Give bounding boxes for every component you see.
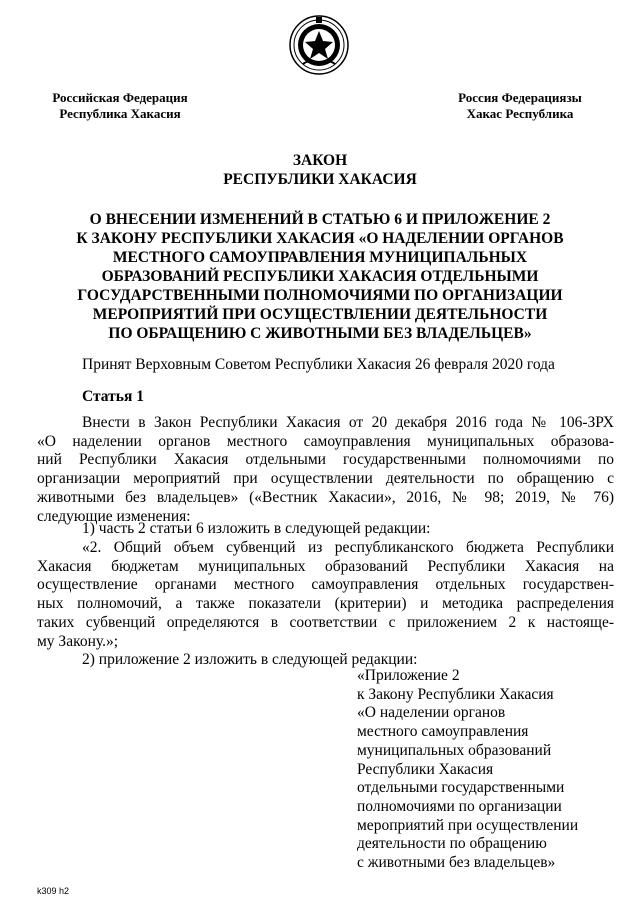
appendix-line: полномочиями по организации [357,797,562,815]
appendix-line: Республики Хакасия [357,760,494,778]
law-title-line: РЕСПУБЛИКИ ХАКАСИЯ [223,171,417,188]
adoption-statement: Принят Верховным Советом Республики Хакасия 26 февраля 2020 года [82,356,555,373]
appendix-line: «Приложение 2 [357,667,460,684]
text-line: 1) часть 2 статьи 6 изложить в следующей редакции: [82,520,431,537]
law-subtitle-line: О ВНЕСЕНИИ ИЗМЕНЕНИЙ В СТАТЬЮ 6 И ПРИЛОЖЕНИЕ 2 [89,211,551,228]
item-1-text [37,539,614,651]
appendix-line: деятельности по обращению [357,835,547,853]
header-left [40,90,200,122]
text-line: осуществление органами местного самоуправления отдельных государствен- [37,576,614,594]
appendix-line: к Закону Республики Хакасия [357,685,554,703]
law-subtitle [0,210,640,343]
law-subtitle-line: ПО ОБРАЩЕНИЮ С ЖИВОТНЫМИ БЕЗ ВЛАДЕЛЬЦЕВ» [108,325,532,342]
text-line: таких субвенций определяются в соответствии с приложением 2 к настояще- [37,613,614,631]
text-line: следующие изменения: [37,507,191,525]
appendix-line: мероприятий при осуществлении [357,816,579,834]
appendix-line: с животными без владельцев» [357,854,556,872]
appendix-line: муниципальных образований [357,741,552,759]
text-line: организации мероприятий при осуществлении деятельности по обращению с [37,470,614,488]
text-line: ний Республики Хакасия отдельными государственными полномочиями по [37,451,614,469]
text-line: 2) приложение 2 изложить в следующей редакции: [82,651,418,668]
header-right [440,90,600,122]
header-right-line: Хакас Республика [466,106,574,121]
law-subtitle-line: ОБРАЗОВАНИЙ РЕСПУБЛИКИ ХАКАСИЯ ОТДЕЛЬНЫМИ [101,268,539,285]
document-code: k309 h2 [37,886,70,896]
appendix-line: отдельными государственными [357,779,565,797]
appendix-caption [357,667,578,873]
appendix-line: местного самоуправления [357,723,529,741]
coat-of-arms-icon [289,14,349,76]
paragraph-intro [37,414,614,526]
law-title [0,151,640,189]
text-line: «О наделении органов местного самоуправления муниципальных образова- [37,432,614,450]
law-subtitle-line: МЕРОПРИЯТИЙ ПРИ ОСУЩЕСТВЛЕНИИ ДЕЯТЕЛЬНОСТИ [92,306,548,323]
item-1 [37,520,614,539]
header-left-line: Республика Хакасия [59,106,181,121]
text-line: ных полномочий, а также показатели (критерии) и методика распределения [37,595,614,613]
law-title-line: ЗАКОН [292,152,348,169]
text-line: «2. Общий объем субвенций из республиканского бюджета Республики [82,539,614,556]
law-subtitle-line: К ЗАКОНУ РЕСПУБЛИКИ ХАКАСИЯ «О НАДЕЛЕНИИ ОРГАНОВ [76,230,564,247]
header-right-line: Россия Федерациязы [458,90,582,105]
article-heading: Статья 1 [82,388,144,405]
text-line: животными без владельцев» («Вестник Хакасии», 2016, № 98; 2019, № 76) [37,488,614,506]
law-subtitle-line: МЕСТНОГО САМОУПРАВЛЕНИЯ МУНИЦИПАЛЬНЫХ [112,249,528,266]
appendix-line: «О наделении органов [357,704,506,722]
text-line: му Закону.»; [37,632,118,650]
header-left-line: Российская Федерация [52,90,188,105]
text-line: Хакасия бюджетам муниципальных образований Республики Хакасия на [37,557,614,575]
text-line: Внести в Закон Республики Хакасия от 20 декабря 2016 года № 106-ЗРХ [82,414,614,431]
law-subtitle-line: ГОСУДАРСТВЕННЫМИ ПОЛНОМОЧИЯМИ ПО ОРГАНИЗАЦИИ [77,287,563,304]
